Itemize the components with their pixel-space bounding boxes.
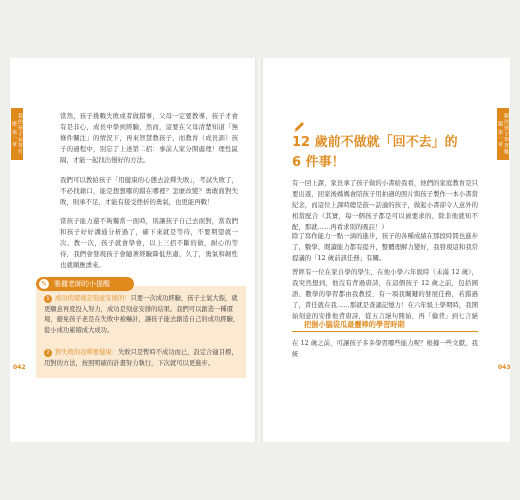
right-paragraph-2: 除了寫作能力一點一滴的進步，孩子的各種成績在那段時間也進步了，數學、閱讀能力都有提升，整體理解力變好，我發現這和我常提議的「12 歲前該任務」有關。	[292, 232, 478, 262]
right-paragraph-1: 有一回上課，家長拿了孩子做的小書給我看，他們的家庭教育是只要出遊，回家後媽媽會陪孩子用拍過的照片與孩子製作一本小書當紀念，而這位上課時總是鼓～話適的孩子，做起小書卻令人意外的相當配合（其實，每一個孩子都是可以被要求的，除非他就知不配，那就……再看求別的吸註！）	[292, 179, 478, 231]
tip-lead-2: 對失敗的詮釋要健康：	[55, 349, 118, 356]
left-paragraph-3: 當孩子能力還不夠獨當一面時，別讓孩子自己去面對，當我們和孩子好好溝通分析過了，確下來就是等待，不要期望就一次、教一次，孩子就會學會，以上三招不斷的做，耐心的等待，我們會發現孩子會隨著經驗降低焦慮、久了，勇氣和韌性也就順應湧來。	[60, 217, 238, 269]
left-page-number: 042	[13, 364, 26, 371]
heading-line-1: 12 歲前不做就「回不去」的	[292, 135, 458, 150]
subheading-rule	[292, 331, 478, 332]
tip-title: 雅麗老師的小提醒	[36, 277, 134, 291]
book-gutter	[255, 58, 263, 442]
right-closing-paragraph: 在 12 歲之前，可讓孩子多多學習哪些能力呢？根據一些文獻，我統	[292, 339, 478, 358]
tip-text-1: 只要一次成功經驗，孩子士氣大振，就更願意再度投入努力，成功是刻意安排的結果。我們可以創造一種環境，避免孩子老是在失敗中被嚇計，讓孩子能去創造自己的成功經驗，從小成功累積成大成功。	[44, 295, 240, 334]
tip-number-1: 1	[44, 295, 52, 303]
right-page-number: 043	[498, 364, 511, 371]
tip-number-2: 2	[44, 349, 52, 357]
right-paragraph-3: 曾經有一位在家自學的學生，在他小學六年級時（未滿 12 歲），我突然想到，他沒有背過唐詩，在這個孩子 12 歲之前，包括國語、數學的學習都由我教授，有一項我關鍵的發展任務，若錯過了，責任就在我……那就是查誦記憶力！在六年級上學期時，我開始刻意的安排他背唐詩，從五言絕句開始，再「倫背」到七言絕	[292, 268, 478, 319]
left-chapter-tab: 我的孩子在學什麼 第一章	[11, 108, 23, 160]
tip-item-2	[44, 348, 240, 369]
tip-item-1	[44, 294, 240, 336]
heading-line-2: 6 件事！	[292, 155, 345, 170]
lightbulb-icon: ✎	[39, 279, 49, 289]
tip-lead-1: 成功的環境是刻意安排的！	[55, 295, 131, 302]
subheading: 把握小腦袋瓜最靈棒的學習時期	[304, 320, 405, 329]
section-heading	[292, 133, 458, 173]
tip-text-2: 失敗只是暫時不成功而已，設定合適目標，用對的方法，按照明確的計畫努力執行，下次就可以更進步。	[44, 349, 238, 367]
left-paragraph-2: 我們可以教給孩子「用健康的心態去詮釋失敗」，考試失敗了，不必找藉口，能是想想哪的錯在哪裡？怎麼改變？勇敢面對失敗，則承不足，才能有接受挫折的勇氣，也更能再戰！	[60, 176, 238, 206]
pencil-icon	[292, 120, 306, 134]
left-paragraph-1: 當然，孩子挑戰失敗或者做錯事，父母一定要教導，孩子才會有是非心，成長中學到經驗，然而，這要在父母清楚知道「無條件關注」的情況下，再來智慧教孩子，而教育（成長訓）孩子的過程中，別忘了上述第二招：事前人家分開處理！理性區隔，才能一起找出慢好的方法。	[60, 112, 238, 164]
right-chapter-tab: 解決孩子學習難題 第一章	[497, 108, 509, 160]
